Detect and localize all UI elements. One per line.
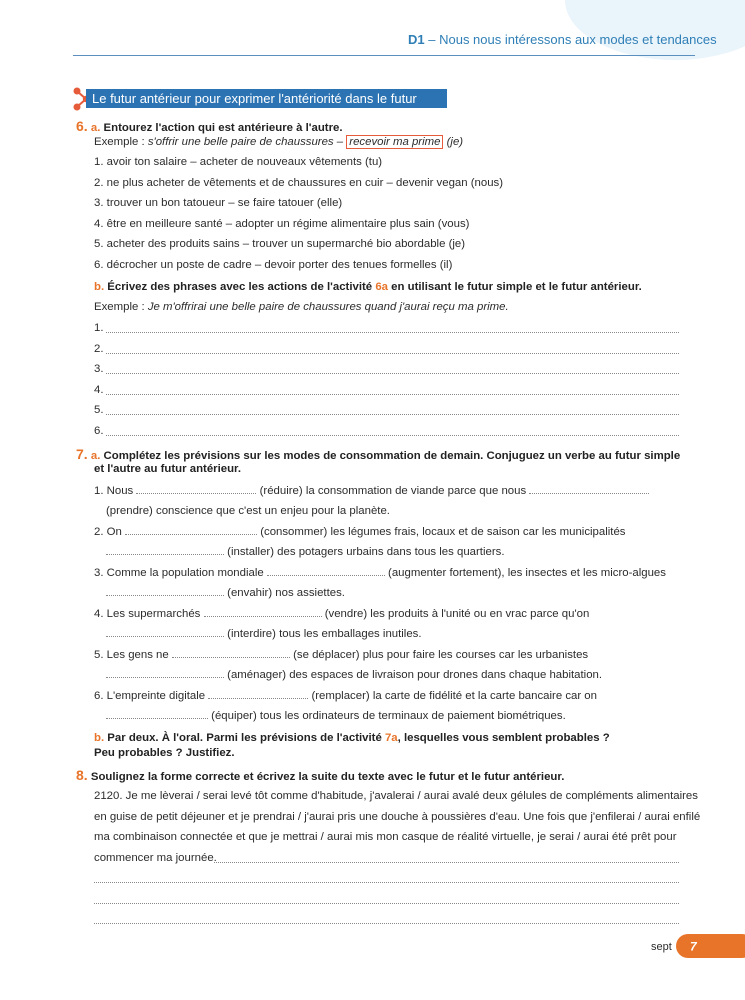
line-text: (interdire) tous les emballages inutiles. <box>227 628 422 640</box>
line-text: (consommer) les légumes frais, locaux et de saison car les municipalités <box>260 526 626 538</box>
answer-line[interactable] <box>94 882 679 883</box>
line-text: (réduire) la consommation de viande parce que nous <box>259 485 527 497</box>
ex7-b-instruction: Par deux. À l'oral. Parmi les prévisions de l'activité <box>107 732 382 744</box>
answer-line[interactable] <box>214 862 679 863</box>
blank-field[interactable] <box>136 484 256 494</box>
ex7-b-instruction-cont: Peu probables ? Justifiez. <box>94 747 235 759</box>
example-label: Exemple : <box>94 301 145 313</box>
line-text: (envahir) nos assiettes. <box>227 587 345 599</box>
header-title: – Nous nous intéressons aux modes et tendances <box>428 32 717 47</box>
ex6-item: 3. trouver un bon tatoueur – se faire tatouer (elle) <box>94 197 343 209</box>
blank-field[interactable] <box>172 648 290 658</box>
ex6-a-label: a. <box>90 122 101 134</box>
blank-field[interactable] <box>106 668 224 678</box>
ex7-b-instruction-end: , lesquelles vous semblent probables ? <box>397 732 610 744</box>
ex7-a-instruction: Complétez les prévisions sur les modes de consommation de demain. Conjuguez un verbe au futur simple <box>103 450 681 462</box>
answer-line[interactable] <box>106 394 679 395</box>
ex7-line <box>106 668 602 682</box>
ex7-line <box>94 607 589 621</box>
line-start: 4. Les supermarchés <box>94 608 201 620</box>
activity-reference: 6a <box>375 281 388 293</box>
line-text: (se déplacer) plus pour faire les courses car les urbanistes <box>293 649 589 661</box>
ex7-line <box>106 586 345 600</box>
answer-line[interactable] <box>106 373 679 374</box>
example-pronoun: (je) <box>446 136 464 148</box>
answer-line[interactable] <box>94 923 679 924</box>
blank-field[interactable] <box>106 709 208 719</box>
line-start: 1. Nous <box>94 485 134 497</box>
line-text: (équiper) tous les ordinateurs de terminaux de paiement biométriques. <box>211 710 566 722</box>
line-start: 3. Comme la population mondiale <box>94 567 264 579</box>
page-word: sept <box>651 941 672 953</box>
ex6-example <box>94 135 463 149</box>
ex7-b-heading <box>94 731 610 745</box>
ex7-line <box>94 525 625 539</box>
ex6-item: 2. ne plus acheter de vêtements et de chaussures en cuir – devenir vegan (nous) <box>94 177 504 189</box>
line-start: 6. L'empreinte digitale <box>94 690 206 702</box>
line-text: commencer ma journée. <box>94 852 217 864</box>
ex7-line <box>106 709 566 723</box>
ex7-line <box>106 545 505 559</box>
answer-line[interactable] <box>106 435 679 436</box>
ex8-text-line: en guise de petit déjeuner et je prendrai / j'aurai pris une douche à poussières d'eau. Une fois que j'enfilerai / aurai enfilé <box>94 811 701 823</box>
example-circled-answer: recevoir ma prime <box>346 135 443 149</box>
ex7-a-label: a. <box>90 450 101 462</box>
example-label: Exemple : <box>94 136 145 148</box>
ex8-text-line <box>94 851 217 865</box>
answer-line[interactable] <box>106 353 679 354</box>
blank-field[interactable] <box>106 586 224 596</box>
ex7-line <box>106 627 422 641</box>
header-divider <box>73 55 695 56</box>
ex7-line <box>94 484 649 498</box>
ex6-item: 1. avoir ton salaire – acheter de nouveaux vêtements (tu) <box>94 156 383 168</box>
ex6-item: 5. acheter des produits sains – trouver un supermarché bio abordable (je) <box>94 238 466 250</box>
line-text: (remplacer) la carte de fidélité et la carte bancaire car on <box>311 690 597 702</box>
line-text: (installer) des potagers urbains dans tous les quartiers. <box>227 546 505 558</box>
ex7-heading <box>76 447 680 463</box>
ex6-a-instruction: Entourez l'action qui est antérieure à l'autre. <box>103 122 343 134</box>
answer-number: 6. <box>94 425 104 437</box>
ex7-line <box>94 648 588 662</box>
answer-number: 1. <box>94 322 104 334</box>
ex8-number: 8. <box>76 767 88 783</box>
ex6-item: 4. être en meilleure santé – adopter un régime alimentaire plus sain (vous) <box>94 218 470 230</box>
line-text: (prendre) conscience que c'est un enjeu pour la planète. <box>106 505 390 517</box>
ex7-b-label: b. <box>94 732 105 744</box>
answer-number: 2. <box>94 343 104 355</box>
ex6-b-example <box>94 300 509 314</box>
example-sentence: Je m'offrirai une belle paire de chaussures quand j'aurai reçu ma prime. <box>147 301 509 313</box>
blank-field[interactable] <box>267 566 385 576</box>
blank-field[interactable] <box>106 545 224 555</box>
line-start: 5. Les gens ne <box>94 649 169 661</box>
line-text: (aménager) des espaces de livraison pour drones dans chaque habitation. <box>227 669 603 681</box>
page-header <box>408 32 717 47</box>
line-text: (vendre) les produits à l'unité ou en vrac parce qu'on <box>324 608 590 620</box>
section-title: Le futur antérieur pour exprimer l'antériorité dans le futur <box>86 89 447 108</box>
blank-field[interactable] <box>204 607 322 617</box>
ex8-text-line: ma combinaison connectée et que je mettrai / aurai mis mon casque de réalité virtuelle, je serai / aurai été prêt pour <box>94 831 677 843</box>
ex7-a-instruction-cont: et l'autre au futur antérieur. <box>94 463 242 475</box>
answer-line[interactable] <box>106 414 679 415</box>
ex8-heading <box>76 768 564 784</box>
ex6-b-instruction: Écrivez des phrases avec les actions de l'activité <box>107 281 373 293</box>
page-number-badge <box>676 934 745 958</box>
blank-field[interactable] <box>125 525 257 535</box>
answer-number: 4. <box>94 384 104 396</box>
line-start: 2. On <box>94 526 122 538</box>
blank-field[interactable] <box>529 484 649 494</box>
answer-number: 3. <box>94 363 104 375</box>
ex8-instruction: Soulignez la forme correcte et écrivez la suite du texte avec le futur et le futur antérieur. <box>90 771 565 783</box>
answer-number: 5. <box>94 404 104 416</box>
blank-field[interactable] <box>106 627 224 637</box>
answer-line[interactable] <box>94 903 679 904</box>
page-number: 7 <box>690 939 697 954</box>
ex7-line <box>94 689 597 703</box>
ex6-number: 6. <box>76 118 88 134</box>
ex6-heading <box>76 119 343 135</box>
ex8-text-line: 2120. Je me lèverai / serai levé tôt comme d'habitude, j'avalerai / aurai avalé deux gélules de compléments alimentaires <box>94 790 698 802</box>
unit-label: D1 <box>408 32 425 47</box>
ex6-item: 6. décrocher un poste de cadre – devoir porter des tenues formelles (il) <box>94 259 453 271</box>
answer-line[interactable] <box>106 332 679 333</box>
example-text: s'offrir une belle paire de chaussures – <box>147 136 344 148</box>
ex7-number: 7. <box>76 446 88 462</box>
ex6-b-instruction-end: en utilisant le futur simple et le futur antérieur. <box>391 281 642 293</box>
ex6-b-label: b. <box>94 281 105 293</box>
ex6-b-heading <box>94 280 642 294</box>
ex7-line <box>94 566 666 580</box>
blank-field[interactable] <box>208 689 308 699</box>
line-text: (augmenter fortement), les insectes et les micro-algues <box>388 567 666 579</box>
activity-reference: 7a <box>384 732 398 744</box>
ex7-line <box>106 504 390 518</box>
